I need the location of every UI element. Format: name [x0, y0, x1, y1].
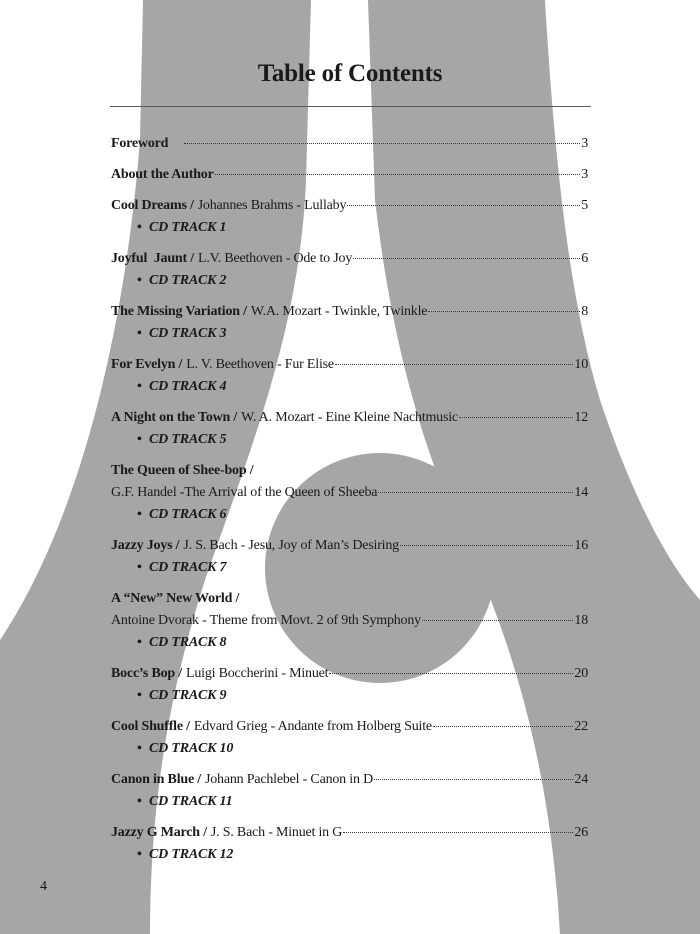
dot-leader	[378, 492, 573, 493]
dot-leader	[347, 205, 580, 206]
piece-title: A “New” New World /	[111, 591, 240, 606]
dot-leader	[329, 673, 573, 674]
cd-track-label: CD TRACK 6	[149, 507, 227, 522]
toc-line[interactable]	[111, 301, 588, 323]
page-ref: 16	[574, 538, 588, 553]
cd-track-label: CD TRACK 4	[149, 379, 227, 394]
piece-title: Bocc’s Bop /	[111, 666, 182, 681]
toc-line	[111, 588, 588, 610]
piece-title: Cool Shuffle /	[111, 719, 190, 734]
page-ref: 22	[574, 719, 588, 734]
toc-line[interactable]	[111, 482, 588, 504]
toc-entry	[111, 769, 588, 813]
toc-entry	[111, 195, 588, 239]
bullet: •	[137, 847, 142, 862]
toc-entry	[111, 588, 588, 654]
toc-line	[111, 460, 588, 482]
bullet: •	[137, 507, 142, 522]
composer-piece: Johannes Brahms - Lullaby	[197, 198, 347, 213]
composer-piece: J. S. Bach - Minuet in G	[210, 825, 343, 840]
toc-line[interactable]	[111, 133, 588, 155]
piece-title: Cool Dreams /	[111, 198, 194, 213]
cd-track	[111, 323, 588, 345]
dot-leader	[335, 364, 573, 365]
cd-track	[111, 429, 588, 451]
bullet: •	[137, 794, 142, 809]
piece-title: The Missing Variation /	[111, 304, 247, 319]
toc-line[interactable]	[111, 663, 588, 685]
cd-track-label: CD TRACK 11	[149, 794, 233, 809]
bullet: •	[137, 432, 142, 447]
bullet: •	[137, 273, 142, 288]
cd-track	[111, 557, 588, 579]
cd-track	[111, 270, 588, 292]
toc-line[interactable]	[111, 822, 588, 844]
cd-track-label: CD TRACK 10	[149, 741, 234, 756]
piece-title: Canon in Blue /	[111, 772, 201, 787]
cd-track	[111, 632, 588, 654]
toc-line[interactable]	[111, 195, 588, 217]
toc-entry	[111, 535, 588, 579]
page-ref: 18	[574, 613, 588, 628]
page-ref: 12	[574, 410, 588, 425]
toc-entry	[111, 301, 588, 345]
composer-piece: Luigi Boccherini - Minuet	[185, 666, 329, 681]
piece-title: The Queen of Shee-bop /	[111, 463, 254, 478]
toc-line[interactable]	[111, 407, 588, 429]
bullet: •	[137, 741, 142, 756]
cd-track	[111, 217, 588, 239]
toc-entry	[111, 663, 588, 707]
piece-title: Jazzy Joys /	[111, 538, 180, 553]
title-divider	[110, 106, 591, 107]
cd-track-label: CD TRACK 3	[149, 326, 227, 341]
piece-title: For Evelyn /	[111, 357, 183, 372]
dot-leader	[428, 311, 580, 312]
toc-entry	[111, 460, 588, 526]
cd-track-label: CD TRACK 12	[149, 847, 234, 862]
cd-track-label: CD TRACK 7	[149, 560, 227, 575]
cd-track	[111, 791, 588, 813]
toc-entry	[111, 133, 588, 155]
composer-piece: W.A. Mozart - Twinkle, Twinkle	[250, 304, 428, 319]
cd-track-label: CD TRACK 2	[149, 273, 227, 288]
composer-piece: G.F. Handel -The Arrival of the Queen of Sheeba	[111, 485, 378, 500]
piece-title: Jazzy G March /	[111, 825, 207, 840]
page-ref: 5	[581, 198, 588, 213]
page-ref: 20	[574, 666, 588, 681]
dot-leader	[215, 174, 581, 175]
piece-title: A Night on the Town /	[111, 410, 238, 425]
bullet: •	[137, 326, 142, 341]
toc-entry	[111, 248, 588, 292]
page-ref: 10	[574, 357, 588, 372]
cd-track	[111, 738, 588, 760]
page-ref: 6	[581, 251, 588, 266]
composer-piece: J. S. Bach - Jesu, Joy of Man’s Desiring	[183, 538, 399, 553]
composer-piece: L. V. Beethoven - Fur Elise	[186, 357, 334, 372]
dot-leader	[422, 620, 573, 621]
dot-leader	[400, 545, 573, 546]
dot-leader	[374, 779, 573, 780]
toc-line[interactable]	[111, 535, 588, 557]
toc-entry	[111, 164, 588, 186]
page-ref: 24	[574, 772, 588, 787]
page-ref: 3	[581, 136, 588, 151]
cd-track	[111, 685, 588, 707]
page-ref: 14	[574, 485, 588, 500]
dot-leader	[343, 832, 573, 833]
page-ref: 26	[574, 825, 588, 840]
bullet: •	[137, 560, 142, 575]
composer-piece: Antoine Dvorak - Theme from Movt. 2 of 9th Symphony	[111, 613, 421, 628]
toc-entry	[111, 407, 588, 451]
bullet: •	[137, 379, 142, 394]
toc-line[interactable]	[111, 610, 588, 632]
cd-track	[111, 844, 588, 866]
composer-piece: L.V. Beethoven - Ode to Joy	[197, 251, 353, 266]
toc-entry	[111, 822, 588, 866]
toc-line[interactable]	[111, 248, 588, 270]
cd-track-label: CD TRACK 5	[149, 432, 227, 447]
page-ref: 3	[581, 167, 588, 182]
composer-piece: Edvard Grieg - Andante from Holberg Suite	[193, 719, 432, 734]
page-number: 4	[40, 879, 47, 894]
cd-track-label: CD TRACK 8	[149, 635, 227, 650]
bullet: •	[137, 220, 142, 235]
composer-piece: W. A. Mozart - Eine Kleine Nachtmusic	[241, 410, 458, 425]
page-ref: 8	[581, 304, 588, 319]
cd-track	[111, 504, 588, 526]
piece-title: Foreword	[111, 136, 169, 151]
bullet: •	[137, 688, 142, 703]
dot-leader	[459, 417, 573, 418]
cd-track-label: CD TRACK 1	[149, 220, 227, 235]
page-title: Table of Contents	[257, 60, 443, 87]
toc-line[interactable]	[111, 354, 588, 376]
piece-title: About the Author	[111, 167, 214, 182]
toc-entry	[111, 354, 588, 398]
cd-track	[111, 376, 588, 398]
table-of-contents	[111, 133, 588, 875]
dot-leader	[184, 143, 580, 144]
toc-entry	[111, 716, 588, 760]
toc-line[interactable]	[111, 164, 588, 186]
cd-track-label: CD TRACK 9	[149, 688, 227, 703]
composer-piece: Johann Pachlebel - Canon in D	[204, 772, 373, 787]
toc-line[interactable]	[111, 769, 588, 791]
bullet: •	[137, 635, 142, 650]
piece-title: Joyful Jaunt /	[111, 251, 194, 266]
dot-leader	[353, 258, 580, 259]
toc-line[interactable]	[111, 716, 588, 738]
dot-leader	[433, 726, 573, 727]
